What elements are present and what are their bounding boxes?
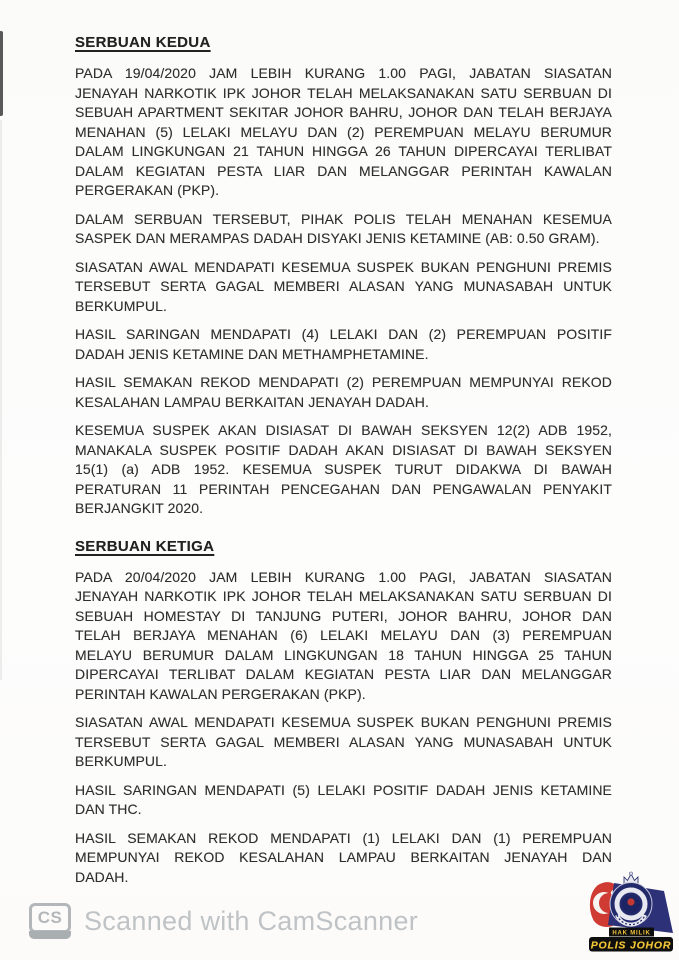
scan-edge-artifact [0,31,3,116]
paragraph [75,210,612,249]
text-line: DALAM SERBUAN TERSEBUT, PIHAK POLIS TELAH MENAHAN KESEMUA [75,210,612,227]
text-line: SEBUAH APARTMENT SEKITAR JOHOR BAHRU, JOHOR DAN TELAH BERJAYA [75,104,612,120]
paragraph [75,421,612,519]
text-line: SASPEK DAN MERAMPAS DADAH DISYAKI JENIS KETAMINE (AB: 0.50 GRAM). [75,230,600,246]
text-line: KESALAHAN LAMPAU BERKAITAN JENAYAH DADAH. [75,393,429,410]
stamp-ownership-label: HAK MILIK [612,930,651,937]
text-line: TERSEBUT SERTA GAGAL MEMBERI ALASAN YANG MUNASABAH UNTUK [75,278,612,294]
text-line: PADA 19/04/2020 JAM LEBIH KURANG 1.00 PAGI, JABATAN SIASATAN [75,65,612,81]
text-line: TERSEBUT SERTA GAGAL MEMBERI ALASAN YANG MUNASABAH UNTUK [75,733,612,750]
text-line: PADA 20/04/2020 JAM LEBIH KURANG 1.00 PAGI, JABATAN SIASATAN [75,568,612,585]
polis-johor-stamp [584,871,676,955]
text-line: PERINTAH KAWALAN PERGERAKAN (PKP). [75,685,366,702]
scan-edge-shadow [0,120,2,680]
stamp-org-banner [589,937,673,952]
camscanner-icon-base [29,931,71,939]
text-line: BERKUMPUL. [75,753,168,769]
document-section [75,33,612,519]
watermark-text: Scanned with CamScanner [84,905,419,936]
text-line: BERJANGKIT 2020. [75,500,204,516]
paragraph [75,258,612,317]
text-line: SIASATAN AWAL MENDAPATI KESEMUA SUSPEK BUKAN PENGHUNI PREMIS [75,714,612,730]
text-line: PERGERAKAN (PKP). [75,182,220,198]
text-line: TELAH BERJAYA MENAHAN (6) LELAKI MELAYU DAN (3) PEREMPUAN [75,627,612,643]
text-line: MANAKALA SUSPEK POSITIF DADAH AKAN DISIASAT DI BAWAH SEKSYEN [75,441,612,458]
document-body [75,33,612,896]
paragraph [75,829,612,888]
text-line: HASIL SEMAKAN REKOD MENDAPATI (1) LELAKI DAN (1) PEREMPUAN [75,829,612,846]
text-line: JENAYAH NARKOTIK IPK JOHOR TELAH MELAKSANAKAN SATU SERBUAN DI [75,84,612,101]
police-crest [610,872,652,926]
text-line: 15(1) (a) ADB 1952. KESEMUA SUSPEK TURUT DIDAKWA DI BAWAH [75,461,612,477]
text-line: DADAH. [75,868,129,885]
section-heading: SERBUAN KETIGA [75,537,215,555]
camscanner-watermark [29,903,418,939]
text-line: DALAM KEGIATAN PESTA LIAR DAN MELANGGAR PERINTAH KAWALAN [75,162,612,179]
text-line: DADAH JENIS KETAMINE DAN METHAMPHETAMINE. [75,345,429,362]
text-line: MENAHAN (5) LELAKI MELAYU DAN (2) PEREMPUAN MELAYU BERUMUR [75,123,612,140]
text-line: HASIL SARINGAN MENDAPATI (5) LELAKI POSITIF DADAH JENIS KETAMINE [75,781,612,798]
text-line: BERKUMPUL. [75,297,168,314]
text-line: DALAM LINGKUNGAN 21 TAHUN HINGGA 26 TAHUN DIPERCAYAI TERLIBAT [75,143,612,159]
text-line: MELAYU BERUMUR DALAM LINGKUNGAN 18 TAHUN HINGGA 25 TAHUN [75,646,612,663]
text-line: DAN THC. [75,801,142,817]
text-line: HASIL SEMAKAN REKOD MENDAPATI (2) PEREMPUAN MEMPUNYAI REKOD [75,374,612,390]
stamp-ownership-strip [609,928,654,937]
text-line: PERATURAN 11 PERINTAH PENCEGAHAN DAN PENGAWALAN PENYAKIT [75,480,612,497]
paragraph [75,325,612,364]
paragraph [75,64,612,201]
document-section [75,537,612,888]
text-line: SIASATAN AWAL MENDAPATI KESEMUA SUSPEK BUKAN PENGHUNI PREMIS [75,258,612,275]
text-line: KESEMUA SUSPEK AKAN DISIASAT DI BAWAH SEKSYEN 12(2) ADB 1952, [75,422,612,438]
camscanner-icon-label: CS [29,903,71,933]
paragraph [75,373,612,412]
text-line: MEMPUNYAI REKOD KESALAHAN LAMPAU BERKAITAN JENAYAH DAN [75,849,612,865]
paragraph [75,568,612,705]
text-line: SEBUAH HOMESTAY DI TANJUNG PUTERI, JOHOR BAHRU, JOHOR DAN [75,607,612,624]
polis-johor-stamp-graphic [584,871,676,955]
camscanner-icon [29,903,71,939]
paragraph [75,713,612,772]
section-heading: SERBUAN KEDUA [75,34,211,51]
text-line: DIPERCAYAI TERLIBAT DALAM KEGIATAN PESTA LIAR DAN MELANGGAR [75,666,612,682]
text-line: JENAYAH NARKOTIK IPK JOHOR TELAH MELAKSANAKAN SATU SERBUAN DI [75,588,612,604]
paragraph [75,781,612,820]
text-line: HASIL SARINGAN MENDAPATI (4) LELAKI DAN (2) PEREMPUAN POSITIF [75,326,612,342]
stamp-org-label: POLIS JOHOR [590,939,672,952]
